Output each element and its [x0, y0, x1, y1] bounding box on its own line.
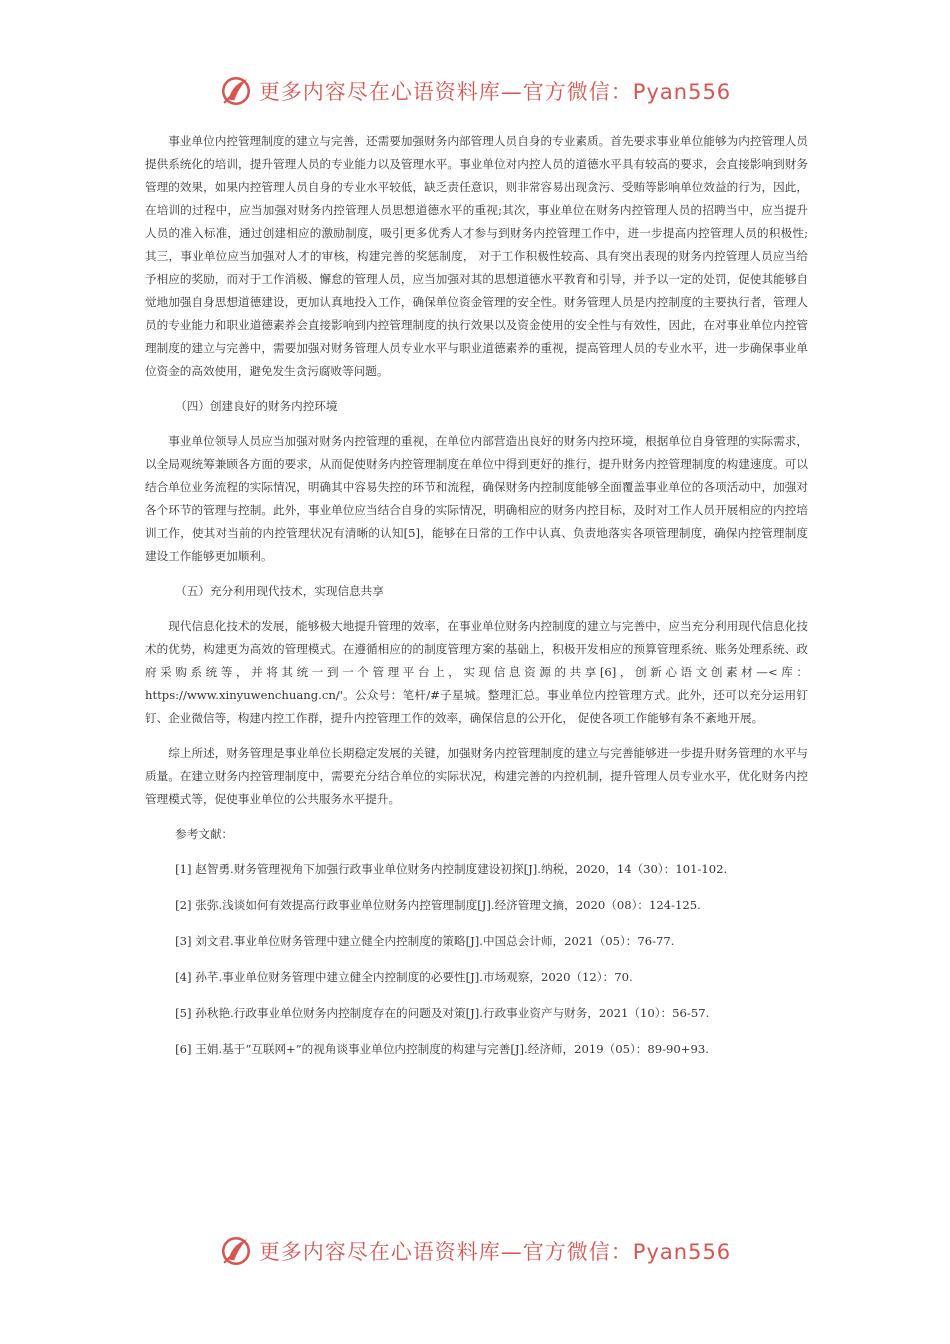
paragraph-information-sharing: 现代信息化技术的发展，能够极大地提升管理的效率，在事业单位财务内控制度的建立与完善中，应当充分利用现代信息化技术的优势，构建更为高效的管理模式。在遵循相应的的制度管理方案的基础上，积极开发相应的预算管理系统、账务处理系统、政府采购系统等，并将其统一到一个管理平台上，实现信息资源的共享[6]，创新心语文创素材—<库：https://www.xinyuwenchuang.cn/'。公众号：笔杆/#子星城。整理汇总。事业单位内控管理方式。此外，还可以充分运用钉钉、企业微信等，构建内控工作群，提升内控管理工作的效率，确保信息的公开化， 促使各项工作能够有条不紊地开展。 [145, 619, 808, 725]
reference-item: [4] 孙芊.事业单位财务管理中建立健全内控制度的必要性[J].市场观察，2020（12）：70. [175, 970, 633, 984]
reference-item: [6] 王娟.基于“互联网+”的视角谈事业单位内控制度的构建与完善[J].经济师，2019（05）：89-90+93. [175, 1042, 709, 1056]
reference-item: [2] 张弥.浅谈如何有效提高行政事业单位财务内控管理制度[J].经济管理文摘，2020（08）：124-125. [175, 898, 701, 912]
header-banner-text: 更多内容尽在心语资料库—官方微信：Pyan556 [258, 80, 732, 104]
paragraph-conclusion: 综上所述，财务管理是事业单位长期稳定发展的关键，加强财务内控管理制度的建立与完善能够进一步提升财务管理的水平与质量。在建立财务内控管理制度中，需要充分结合单位的实际状况，构建完善的内控机制，提升管理人员专业水平，优化财务内控管理模式等，促使事业单位的公共服务水平提升。 [145, 746, 808, 806]
section-heading-4: （四）创建良好的财务内控环境 [175, 399, 338, 413]
reference-list [145, 858, 808, 1061]
footer-banner-text: 更多内容尽在心语资料库—官方微信：Pyan556 [258, 1240, 732, 1264]
brand-logo-icon [219, 74, 253, 108]
reference-item: [5] 孙秋艳.行政事业单位财务内控制度存在的问题及对策[J].行政事业资产与财务，2021（10）：56-57. [175, 1006, 710, 1020]
footer-banner [0, 1234, 950, 1268]
reference-item: [1] 赵智勇.财务管理视角下加强行政事业单位财务内控制度建设初探[J].纳税，2020，14（30）：101-102. [175, 862, 728, 876]
article-body [145, 130, 808, 1074]
reference-item: [3] 刘文君.事业单位财务管理中建立健全内控制度的策略[J].中国总会计师，2021（05）：76-77. [175, 934, 675, 948]
references-title: 参考文献： [175, 827, 234, 841]
brand-logo-icon [219, 1234, 253, 1268]
header-banner [0, 74, 950, 108]
section-heading-5: （五）充分利用现代技术，实现信息共享 [175, 584, 384, 598]
paragraph-staff-quality: 事业单位内控管理制度的建立与完善，还需要加强财务内部管理人员自身的专业素质。首先要求事业单位能够为内控管理人员提供系统化的培训，提升管理人员的专业能力以及管理水平。事业单位对内控人员的道德水平具有较高的要求，会直接影响到财务管理的效果，如果内控管理人员自身的专业水平较低，缺乏责任意识，则非常容易出现贪污、受贿等影响单位效益的行为，因此，在培训的过程中，应当加强对财务内控管理人员思想道德水平的重视;其次，事业单位在财务内控管理人员的招聘当中，应当提升人员的准入标准，通过创建相应的激励制度，吸引更多优秀人才参与到财务内控管理工作中，进一步提高内控管理人员的积极性;其三，事业单位应当加强对人才的审核，构建完善的奖惩制度， 对于工作积极性较高、具有突出表现的财务内控管理人员应当给予相应的奖励，而对于工作消极、懈怠的管理人员，应当加强对其的思想道德水平教育和引导，并予以一定的处罚，促使其能够自觉地加强自身思想道德建设，更加认真地投入工作，确保单位资金管理的安全性。财务管理人员是内控制度的主要执行者，管理人员的专业能力和职业道德素养会直接影响到内控管理制度的执行效果以及资金使用的安全性与有效性，因此，在对事业单位内控管理制度的建立与完善中，需要加强对财务管理人员专业水平与职业道德素养的重视，提高管理人员的专业水平，进一步确保事业单位资金的高效使用，避免发生贪污腐败等问题。 [145, 134, 808, 378]
paragraph-control-environment: 事业单位领导人员应当加强对财务内控管理的重视，在单位内部营造出良好的财务内控环境，根据单位自身管理的实际需求，以全局观统筹兼顾各方面的要求，从而促使财务内控管理制度在单位中得到更好的推行，提升财务内控管理制度的构建速度。可以结合单位业务流程的实际情况，明确其中容易失控的环节和流程，确保财务内控制度能够全面覆盖事业单位的各项活动中，加强对各个环节的管理与控制。此外，事业单位应当结合自身的实际情况，明确相应的财务内控目标，及时对工作人员开展相应的内控培训工作，使其对当前的内控管理状况有清晰的认知[5]，能够在日常的工作中认真、负责地落实各项管理制度，确保内控管理制度建设工作能够更加顺利。 [145, 434, 808, 563]
